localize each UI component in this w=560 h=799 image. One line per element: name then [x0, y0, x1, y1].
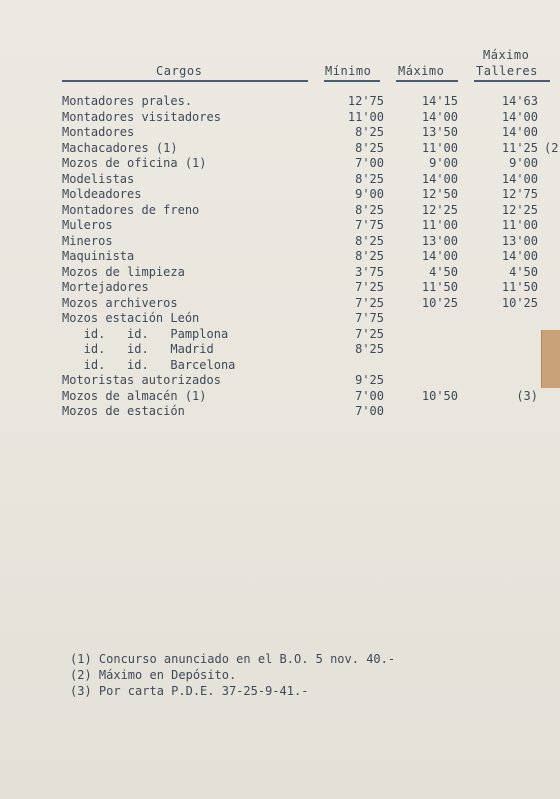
table-row	[62, 265, 560, 281]
maximo-value: 14'00	[421, 249, 458, 263]
maximo-talleres-value: 11'25	[501, 140, 538, 155]
minimo-value: 8'25	[355, 342, 384, 356]
header-maximo: Máximo	[398, 64, 445, 78]
table-row	[62, 125, 560, 141]
table-row	[62, 172, 560, 188]
header-minimo: Mínimo	[325, 64, 372, 78]
cargo-name: Montadores prales.	[62, 94, 193, 108]
cargo-name: Mortejadores	[62, 280, 149, 294]
cargo-name: Moldeadores	[62, 187, 142, 201]
maximo-value: 10'25	[421, 295, 458, 310]
minimo-value: 8'25	[355, 249, 384, 263]
maximo-talleres-value: 14'00	[501, 171, 538, 186]
cargo-name: Mozos de limpieza	[62, 264, 185, 279]
maximo-value: 13'50	[421, 125, 458, 139]
table-row	[62, 187, 560, 203]
minimo-value: 8'25	[355, 125, 384, 139]
cargo-name: Muleros	[62, 218, 113, 232]
maximo-value: 12'25	[421, 202, 458, 217]
table-row	[62, 110, 560, 126]
header-maximo-talleres-2: Talleres	[476, 64, 538, 78]
table-row	[62, 280, 560, 296]
maximo-talleres-value: 12'75	[501, 187, 538, 201]
table-row	[62, 141, 560, 157]
cargo-name: Montadores visitadores	[62, 109, 221, 124]
minimo-value: 9'00	[355, 187, 384, 201]
maximo-value: 11'50	[421, 280, 458, 294]
header-underline-maximo	[396, 80, 458, 82]
cargo-name: Motoristas autorizados	[62, 373, 221, 387]
maximo-talleres-value: 10'25	[501, 295, 538, 310]
footnote-1: (1) Concurso anunciado en el B.O. 5 nov. 40.-	[70, 652, 396, 666]
cargo-name: Machacadores (1)	[62, 140, 178, 155]
minimo-value: 7'75	[355, 218, 384, 232]
table-row	[62, 327, 560, 343]
extra-note: (2	[544, 140, 559, 155]
header-underline-cargos	[62, 80, 308, 82]
maximo-value: 12'50	[421, 187, 458, 201]
table-row	[62, 234, 560, 250]
maximo-value: 14'00	[421, 109, 458, 124]
cargo-name: Modelistas	[62, 171, 135, 186]
maximo-talleres-value: 11'00	[501, 218, 538, 232]
table-row	[62, 249, 560, 265]
cargo-name: id. id. Barcelona	[62, 357, 236, 372]
maximo-talleres-value: 12'25	[501, 202, 538, 217]
maximo-value: 9'00	[429, 156, 458, 170]
minimo-value: 3'75	[355, 264, 384, 279]
minimo-value: 11'00	[347, 109, 384, 124]
maximo-talleres-value: (3)	[516, 388, 538, 403]
maximo-value: 13'00	[421, 233, 458, 248]
maximo-value: 14'00	[421, 171, 458, 186]
minimo-value: 7'00	[355, 156, 384, 170]
table-row	[62, 404, 560, 420]
maximo-talleres-value: 14'00	[501, 249, 538, 263]
table-row	[62, 311, 560, 327]
table-row	[62, 373, 560, 389]
minimo-value: 7'25	[355, 280, 384, 294]
minimo-value: 8'25	[355, 233, 384, 248]
minimo-value: 8'25	[355, 140, 384, 155]
cargo-name: Mineros	[62, 233, 113, 248]
cargo-name: Montadores de freno	[62, 202, 200, 217]
table-row	[62, 342, 560, 358]
maximo-value: 10'50	[421, 388, 458, 403]
minimo-value: 7'75	[355, 311, 384, 325]
maximo-value: 14'15	[421, 94, 458, 108]
header-maximo-talleres-1: Máximo	[483, 48, 530, 62]
cargo-name: Mozos de oficina (1)	[62, 156, 207, 170]
maximo-talleres-value: 14'00	[501, 109, 538, 124]
minimo-value: 7'00	[355, 404, 384, 418]
maximo-talleres-value: 14'63	[501, 94, 538, 108]
footnote-2: (2) Máximo en Depósito.	[70, 668, 237, 682]
cargo-name: id. id. Pamplona	[62, 326, 229, 341]
table-row	[62, 218, 560, 234]
cargo-name: id. id. Madrid	[62, 342, 214, 356]
maximo-value: 11'00	[421, 218, 458, 232]
header-underline-talleres	[474, 80, 550, 82]
maximo-talleres-value: 9'00	[509, 156, 538, 170]
table-row	[62, 156, 560, 172]
maximo-talleres-value: 13'00	[501, 233, 538, 248]
minimo-value: 9'25	[355, 373, 384, 387]
minimo-value: 8'25	[355, 202, 384, 217]
maximo-talleres-value: 4'50	[509, 264, 538, 279]
cargo-name: Mozos estación León	[62, 311, 200, 325]
table-row	[62, 296, 560, 312]
table-row	[62, 94, 560, 110]
cargo-name: Maquinista	[62, 249, 135, 263]
table-row	[62, 203, 560, 219]
maximo-value: 11'00	[421, 140, 458, 155]
table-row	[62, 389, 560, 405]
cargo-name: Mozos de estación	[62, 404, 185, 418]
minimo-value: 7'00	[355, 388, 384, 403]
cargo-name: Mozos de almacén (1)	[62, 388, 207, 403]
cargo-name: Mozos archiveros	[62, 295, 178, 310]
maximo-talleres-value: 11'50	[501, 280, 538, 294]
header-underline-minimo	[324, 80, 380, 82]
minimo-value: 8'25	[355, 171, 384, 186]
minimo-value: 7'25	[355, 295, 384, 310]
minimo-value: 12'75	[347, 94, 384, 108]
header-cargos: Cargos	[156, 64, 203, 78]
maximo-talleres-value: 14'00	[501, 125, 538, 139]
table-row	[62, 358, 560, 374]
cargo-name: Montadores	[62, 125, 135, 139]
maximo-value: 4'50	[429, 264, 458, 279]
minimo-value: 7'25	[355, 326, 384, 341]
footnote-3: (3) Por carta P.D.E. 37-25-9-41.-	[70, 684, 309, 698]
